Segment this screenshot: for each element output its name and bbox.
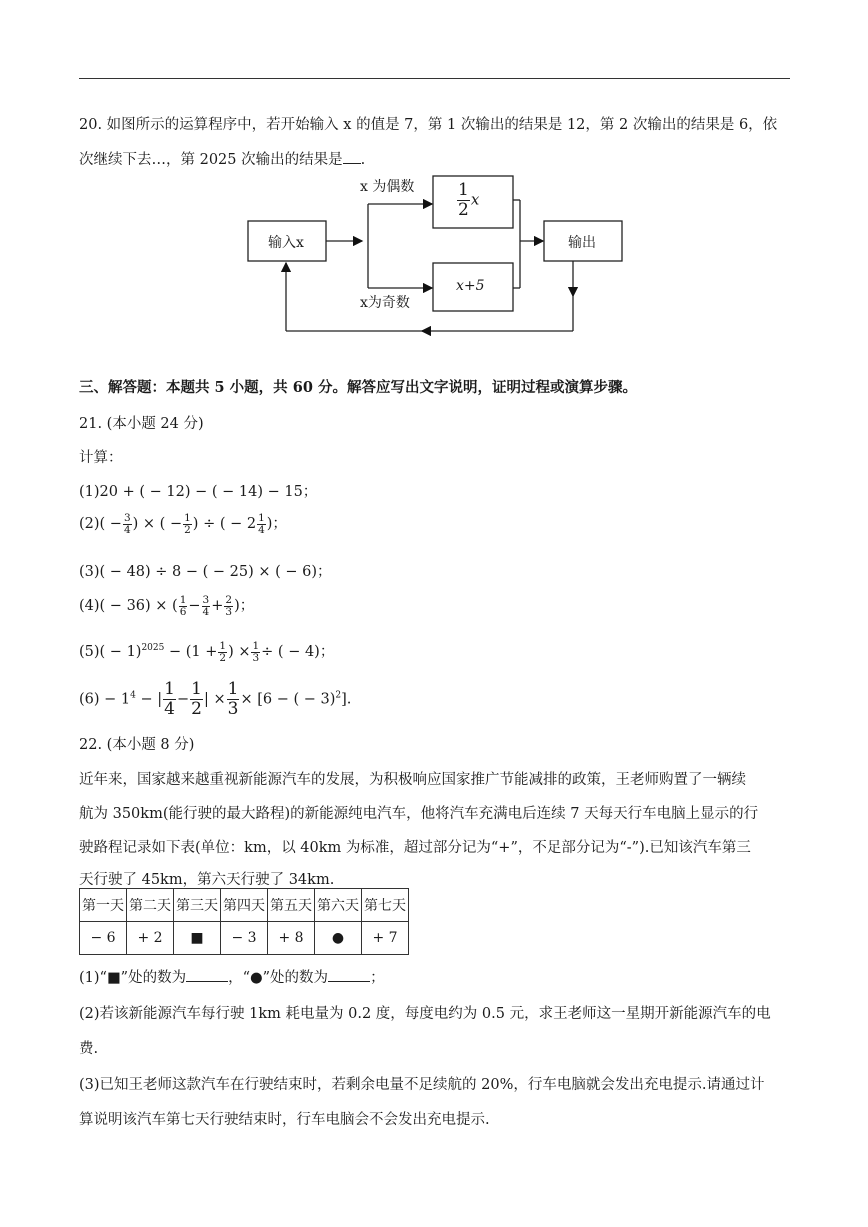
- answer-blank: [343, 151, 361, 164]
- fraction: $\frac{1}{3}$: [227, 679, 239, 719]
- flowchart: [230, 170, 640, 345]
- odd-branch-label: x为奇数: [360, 295, 410, 311]
- table-header-cell: 第七天: [362, 889, 409, 922]
- table-header-cell: 第三天: [174, 889, 221, 922]
- q22-subquestion2-line2: 费.: [79, 1041, 99, 1057]
- q22-subquestion1: (1)“■”处的数为 ，“●”处的数为 ；: [79, 970, 385, 986]
- table-cell: − 6: [80, 922, 127, 955]
- table-cell: + 2: [127, 922, 174, 955]
- fraction: $\frac{1}{2}$: [184, 511, 191, 536]
- answer-blank: [328, 969, 370, 982]
- q22-paragraph-line3: 驶路程记录如下表(单位：km，以 40km 为标准，超过部分记为“+”，不足部分记为“-”).已知该汽车第三: [79, 840, 751, 856]
- output-label: 输出: [568, 235, 596, 251]
- q21-part5: $(5)( - 1)^{2025} - (1$ + $\frac{1}{2}$ ) × $\frac{1}{3}$ ÷ ( − 4)；: [79, 639, 335, 664]
- table-header-cell: 第四天: [221, 889, 268, 922]
- fraction: $\frac{3}{4}$: [202, 593, 210, 618]
- q21-part4: (4)( − 36) × ( $\frac{1}{6}$ − $\frac{3}{4}$ + $\frac{2}{3}$ )；: [79, 593, 255, 618]
- x-plus-5-expression: x+5: [456, 278, 485, 294]
- fraction: $\frac{1}{6}$: [179, 593, 187, 618]
- half-x-expression: [456, 181, 479, 220]
- even-branch-label: x 为偶数: [360, 179, 415, 195]
- table-header-row: [80, 889, 409, 922]
- q21-part1: (1)20 + ( − 12) − ( − 14) − 15；: [79, 484, 318, 500]
- table-row: [80, 922, 409, 955]
- fraction: $\frac{1}{3}$: [252, 639, 260, 664]
- q22-paragraph-line1: 近年来，国家越来越重视新能源汽车的发展，为积极响应国家推广节能减排的政策，王老师购置了一辆续: [79, 772, 746, 788]
- fraction: $\frac{1}{2}$: [191, 679, 202, 719]
- q21-title: 21. (本小题 24 分): [79, 416, 204, 432]
- square-symbol-cell: ■: [174, 922, 221, 955]
- q21-part3: (3)( − 48) ÷ 8 − ( − 25) × ( − 6)；: [79, 564, 332, 580]
- table-header-cell: 第六天: [315, 889, 362, 922]
- fraction: $\frac{1}{4}$: [164, 679, 175, 719]
- q20-line1: 20. 如图所示的运算程序中，若开始输入 x 的值是 7，第 1 次输出的结果是 12，第 2 次输出的结果是 6，依: [79, 117, 778, 133]
- half-fraction: $\frac{1}{2}$: [458, 180, 469, 220]
- table-cell: + 7: [362, 922, 409, 955]
- q20-line2-text: 次继续下去…，第 2025 次输出的结果是: [79, 152, 343, 168]
- table-header-cell: 第五天: [268, 889, 315, 922]
- answer-blank: [186, 969, 228, 982]
- table-header-cell: 第一天: [80, 889, 127, 922]
- section3-heading: 三、解答题：本题共 5 小题，共 60 分。解答应写出文字说明，证明过程或演算步骤。: [79, 379, 637, 396]
- table-cell: + 8: [268, 922, 315, 955]
- fraction: $\frac{1}{2}$: [219, 639, 227, 664]
- fraction: $\frac{1}{4}$: [258, 511, 265, 536]
- q22-subquestion3-line1: (3)已知王老师这款汽车在行驶结束时，若剩余电量不足续航的 20%，行车电脑就会发出充电提示.请通过计: [79, 1077, 765, 1093]
- q22-paragraph-line2: 航为 350km(能行驶的最大路程)的新能源纯电汽车，他将汽车充满电后连续 7 天每天行车电脑上显示的行: [79, 806, 759, 822]
- fraction: $\frac{3}{4}$: [123, 511, 131, 536]
- header-rule: [79, 78, 790, 79]
- q21-intro: 计算：: [79, 450, 123, 466]
- table-header-cell: 第二天: [127, 889, 174, 922]
- flowchart-lines: [230, 170, 640, 345]
- q22-subquestion2-line1: (2)若该新能源汽车每行驶 1km 耗电量为 0.2 度，每度电约为 0.5 元，求王老师这一星期开新能源汽车的电: [79, 1006, 771, 1022]
- q22-paragraph-line4: 天行驶了 45km，第六天行驶了 34km.: [79, 872, 335, 888]
- q21-part2: (2)( − $\frac{3}{4}$ ) × ( − $\frac{1}{2}$ ) ÷ ( − 2 $\frac{1}{4}$ )；: [79, 511, 287, 536]
- mileage-table: [79, 888, 409, 955]
- q22-subquestion3-line2: 算说明该汽车第七天行驶结束时，行车电脑会不会发出充电提示.: [79, 1112, 490, 1128]
- fraction: $\frac{2}{3}$: [225, 593, 233, 618]
- q21-part6: $(6) - 1^4$ − | $\frac{1}{4}$ − $\frac{1}{2}$ | × $\frac{1}{3}$ × [6 − ( − 3)$^2$].: [79, 679, 352, 719]
- input-x-label: 输入x: [268, 235, 304, 251]
- half-x-var: x: [470, 190, 480, 209]
- table-cell: − 3: [221, 922, 268, 955]
- q20-line2: [79, 148, 365, 169]
- circle-symbol-cell: ●: [315, 922, 362, 955]
- q20-line2-end: .: [360, 152, 366, 168]
- q22-title: 22. (本小题 8 分): [79, 737, 195, 753]
